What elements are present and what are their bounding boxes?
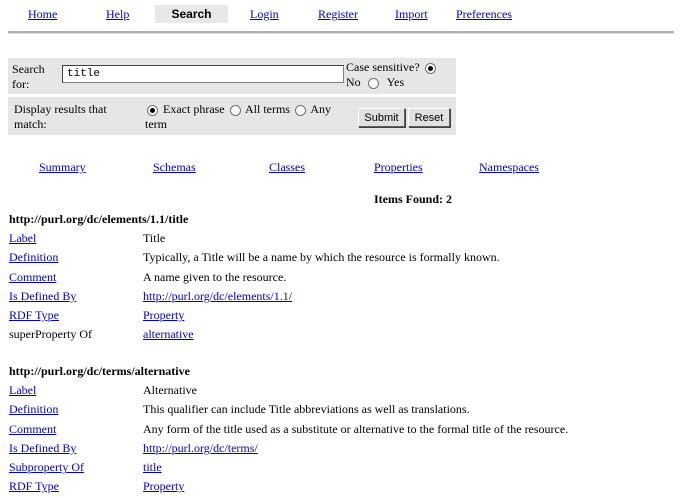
case-no-label: No <box>346 75 361 89</box>
property-value[interactable]: alternative <box>143 327 194 342</box>
exact-phrase-radio[interactable] <box>147 105 158 116</box>
case-sensitive-label: Case sensitive? <box>346 60 420 74</box>
property-key[interactable]: Is Defined By <box>9 288 77 303</box>
property-value: Typically, a Title will be a name by which the resource is formally known. <box>143 250 500 265</box>
property-value[interactable]: http://purl.org/dc/terms/ <box>143 440 258 455</box>
resource-uri: http://purl.org/dc/elements/1.1/title <box>9 212 189 226</box>
resource-uri: http://purl.org/dc/terms/alternative <box>9 364 190 378</box>
property-key[interactable]: Label <box>9 231 37 245</box>
namespaces-link[interactable]: Namespaces <box>479 160 539 174</box>
property-row <box>9 326 674 345</box>
property-row <box>9 230 674 249</box>
resource-block <box>9 363 674 498</box>
property-value[interactable]: Property <box>143 308 185 323</box>
property-value[interactable]: title <box>143 460 162 475</box>
property-key[interactable]: RDF Type <box>9 308 59 323</box>
properties-link[interactable]: Properties <box>374 160 423 174</box>
search-input[interactable]: title <box>62 65 344 83</box>
property-key[interactable]: Comment <box>9 269 57 284</box>
case-no-radio[interactable] <box>425 63 436 74</box>
property-row <box>9 421 674 440</box>
exact-phrase-label: Exact phrase <box>163 102 225 116</box>
case-yes-label: Yes <box>386 75 405 89</box>
property-row <box>9 440 674 459</box>
property-key[interactable]: Is Defined By <box>9 440 77 455</box>
summary-link[interactable]: Summary <box>39 160 86 174</box>
property-key[interactable]: Subproperty Of <box>9 460 84 475</box>
case-sensitive-group <box>346 60 456 90</box>
property-row <box>9 269 674 288</box>
reset-button[interactable]: Reset <box>408 108 450 127</box>
property-key[interactable]: RDF Type <box>9 479 59 494</box>
property-row <box>9 307 674 326</box>
display-results-label: Display results that match: <box>14 102 107 131</box>
nav-home-link[interactable]: Home <box>28 7 58 21</box>
schemas-link[interactable]: Schemas <box>153 160 196 174</box>
property-row <box>9 382 674 401</box>
property-row <box>9 288 674 307</box>
nav-login-link[interactable]: Login <box>250 7 279 21</box>
match-row <box>8 97 456 135</box>
resource-block <box>9 211 674 346</box>
top-divider <box>8 31 674 34</box>
items-found-count: Items Found: 2 <box>374 192 453 206</box>
property-value[interactable]: Property <box>143 479 185 494</box>
property-value: Any form of the title used as a substitute or alternative to the formal title of the resource. <box>143 421 569 436</box>
all-terms-radio[interactable] <box>230 105 241 116</box>
nav-preferences-link[interactable]: Preferences <box>456 7 512 21</box>
property-key[interactable]: Label <box>9 383 37 397</box>
property-value: Title <box>143 231 166 245</box>
classes-link[interactable]: Classes <box>269 160 305 174</box>
nav-register-link[interactable]: Register <box>318 7 358 21</box>
match-options <box>145 102 353 132</box>
property-key[interactable]: Comment <box>9 421 57 436</box>
submit-button[interactable]: Submit <box>358 108 405 127</box>
property-value: Alternative <box>143 383 197 397</box>
all-terms-label: All terms <box>244 102 290 116</box>
property-key[interactable]: Definition <box>9 250 59 265</box>
property-row <box>9 249 674 268</box>
property-key: superProperty Of <box>9 327 92 342</box>
property-row <box>9 401 674 420</box>
property-row <box>9 478 674 497</box>
case-yes-radio[interactable] <box>368 78 379 89</box>
any-term-radio[interactable] <box>295 105 306 116</box>
property-row <box>9 459 674 478</box>
any-term-label: Any term <box>145 102 331 131</box>
property-key[interactable]: Definition <box>9 402 59 417</box>
nav-search-current: Search <box>155 5 228 23</box>
search-row <box>8 58 456 94</box>
search-form <box>8 58 456 138</box>
search-for-label: Search for: <box>12 62 45 91</box>
property-value: This qualifier can include Title abbreviations as well as translations. <box>143 402 470 417</box>
nav-import-link[interactable]: Import <box>395 7 428 21</box>
top-navigation <box>0 0 680 30</box>
property-value[interactable]: http://purl.org/dc/elements/1.1/ <box>143 288 293 303</box>
property-value: A name given to the resource. <box>143 269 287 284</box>
nav-help-link[interactable]: Help <box>106 7 130 21</box>
